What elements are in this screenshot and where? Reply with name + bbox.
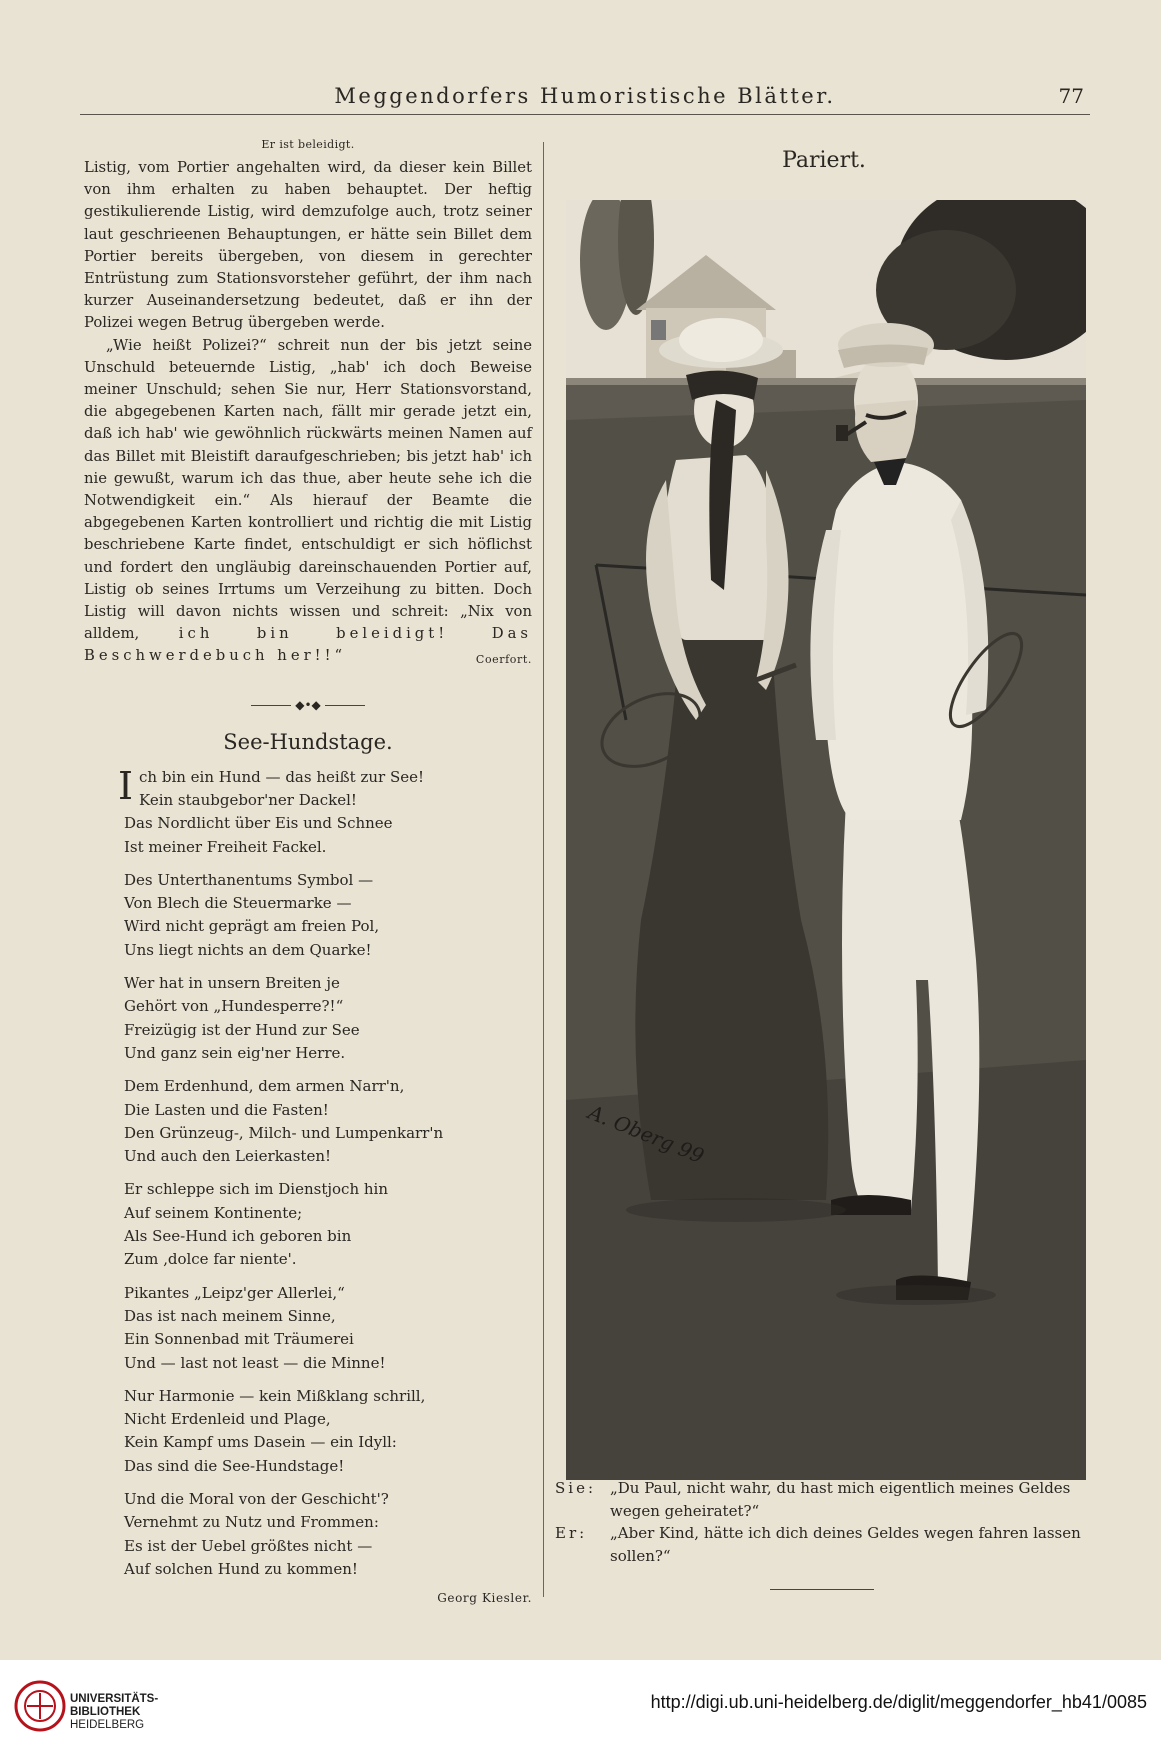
poem-line: Ein Sonnenbad mit Träumerei [124, 1330, 354, 1349]
poem-stanza [118, 763, 532, 859]
tennis-couple-drawing [566, 200, 1086, 1480]
dialog-line-she [555, 1477, 1090, 1522]
poem-line: Vernehmt zu Nutz und Frommen: [124, 1513, 379, 1532]
dialog-speaker: Er: [555, 1524, 588, 1543]
poem-line: Das sind die See-Hundstage! [124, 1456, 345, 1475]
poem-line: Wird nicht geprägt am freien Pol, [124, 917, 380, 936]
left-column [84, 130, 532, 1605]
dialog-speaker: Sie: [555, 1479, 597, 1497]
library-line-1: UNIVERSITÄTS- [70, 1693, 159, 1705]
poem-line: Das ist nach meinem Sinne, [124, 1306, 336, 1325]
source-url-link[interactable]: http://digi.ub.uni-heidelberg.de/diglit/meggendorfer_hb41/0085 [650, 1692, 1147, 1712]
poem-line: Kein staubgebor'ner Dackel! [139, 790, 357, 809]
poem-line: Des Unterthanentums Symbol — [124, 870, 374, 889]
dialog-line-he [555, 1522, 1090, 1567]
artist-signature: A. Oberg 99 [585, 1100, 708, 1169]
library-line-3: HEIDELBERG [70, 1719, 145, 1731]
story-spaced-ending: ich bin beleidigt! Das Beschwerdebuch her!!“ [84, 625, 532, 665]
poem-line: Nicht Erdenleid und Plage, [124, 1410, 331, 1429]
poem-stanza [124, 1488, 532, 1581]
poem-title: See-Hundstage. [223, 729, 393, 754]
poem-dropcap: I [118, 763, 134, 808]
poem-body [84, 763, 532, 1582]
cartoon-dialog [555, 1477, 1090, 1567]
poem-line: Den Grünzeug-, Milch- und Lumpenkarr'n [124, 1123, 444, 1142]
story-caption: Er ist beleidigt. [261, 138, 355, 151]
poem-line: Die Lasten und die Fasten! [124, 1100, 329, 1119]
right-column [560, 130, 1088, 173]
story-signature: Coerfort. [475, 653, 532, 667]
poem-stanza [124, 1385, 532, 1478]
poem-line: Ist meiner Freiheit Fackel. [124, 837, 327, 856]
poem-line: Wer hat in unsern Breiten je [124, 974, 340, 993]
poem-line: Kein Kampf ums Dasein — ein Idyll: [124, 1433, 397, 1452]
poem-line: Zum ‚dolce far niente'. [124, 1250, 297, 1269]
poem-stanza [124, 1178, 532, 1271]
poem-line: Gehört von „Hundesperre?!“ [124, 997, 344, 1016]
poem-line: Das Nordlicht über Eis und Schnee [124, 814, 393, 833]
story-paragraph-2-main: „Wie heißt Polizei?“ schreit nun der bis jetzt seine Unschuld beteuernde Listig, „hab' ich doch Beweise meiner Unschuld; sehen Sie nur, Herr Stationsvorstand, die abgegebenen Karten nach, fällt mir gerade jetzt ein, daß ich hab' wie gewöhnlich rückwärts meinen Namen auf das Billet mit Bleistift daraufgeschrieben; bis jetzt hab' ich nie gewußt, warum ich das thue, aber heute sehe ich die Notwendigkeit ein.“ Als hierauf der Beamte die abgegebenen Karten kontrolliert und richtig die mit Listig beschriebene Karte findet, entschuldigt er sich höflichst und fordert den ungläubig dareinschauenden Portier auf, Listig ob seines Irrtums um Verzeihung zu bitten. Doch Listig will davon nichts wissen und schreit: „Nix von alldem, [84, 336, 532, 643]
poem-line: ch bin ein Hund — das heißt zur See! [139, 767, 425, 786]
cartoon-illustration [566, 200, 1086, 1480]
poem-line: Und ganz sein eig'ner Herre. [124, 1043, 346, 1062]
story-paragraph-1: Listig, vom Portier angehalten wird, da dieser kein Billet von ihm erhalten zu haben behauptet. Der heftig gestikulierende Listig, wird demzufolge auch, trotz seiner laut geschrieenen Behauptungen, er hätte sein Billet dem Portier bereits übergeben, von diesem in gerechter Entrüstung zum Stationsvorsteher geführt, der ihm nach kurzer Auseinandersetzung bedeutet, daß er ihn der Polizei wegen Betrug übergeben werde. [84, 159, 532, 332]
journal-title: Meggendorfers Humoristische Blätter. [334, 84, 836, 108]
poem-line: Von Blech die Steuermarke — [124, 894, 352, 913]
poem-line: Und — last not least — die Minne! [124, 1353, 386, 1372]
poem-line: Dem Erdenhund, dem armen Narr'n, [124, 1077, 405, 1096]
poem-line: Es ist der Uebel größtes nicht — [124, 1536, 373, 1555]
poem-line: Auf solchen Hund zu kommen! [124, 1559, 358, 1578]
poem-line: Pikantes „Leipz'ger Allerlei,“ [124, 1283, 345, 1302]
dialog-text: „Aber Kind, hätte ich dich deines Geldes wegen fahren lassen sollen?“ [610, 1524, 1081, 1565]
poem-line: Nur Harmonie — kein Mißklang schrill, [124, 1386, 426, 1405]
story-paragraph-2 [84, 335, 532, 668]
poem-line: Und auch den Leierkasten! [124, 1147, 332, 1166]
poem-stanza [124, 869, 532, 962]
end-rule [770, 1589, 874, 1590]
running-header [80, 82, 1090, 112]
poem-stanza [124, 1075, 532, 1168]
page-number: 77 [1058, 84, 1084, 108]
poem-line: Als See-Hund ich geboren bin [124, 1227, 352, 1246]
poem-stanza [124, 1282, 532, 1375]
header-rule [80, 114, 1090, 115]
poem-line: Er schleppe sich im Dienstjoch hin [124, 1180, 389, 1199]
poem-line: Auf seinem Kontinente; [124, 1203, 303, 1222]
poem-signature: Georg Kiesler. [437, 1591, 532, 1606]
library-line-2: BIBLIOTHEK [70, 1706, 141, 1718]
poem-line: Und die Moral von der Geschicht'? [124, 1489, 389, 1508]
viewer-footer [0, 1660, 1161, 1753]
library-name [70, 1693, 158, 1732]
university-seal-icon [14, 1680, 66, 1732]
section-ornament: ◆•◆ [84, 698, 532, 712]
poem-stanza [124, 972, 532, 1065]
dialog-text: „Du Paul, nicht wahr, du hast mich eigentlich meines Geldes wegen geheiratet?“ [610, 1479, 1071, 1520]
cartoon-title: Pariert. [782, 148, 866, 173]
poem-line: Freizügig ist der Hund zur See [124, 1020, 360, 1039]
column-divider [543, 142, 544, 1597]
poem-line: Uns liegt nichts an dem Quarke! [124, 940, 372, 959]
